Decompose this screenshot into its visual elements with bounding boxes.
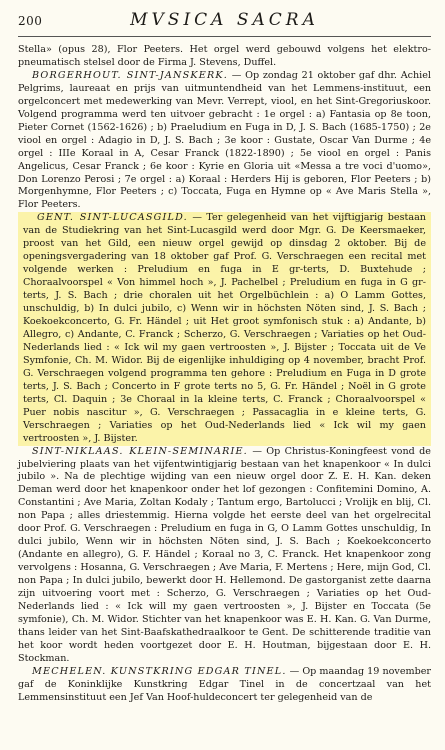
paragraph-text: — Op maandag 19 november gaf de Koninklijke Kunstkring Edgar Tinel in de concertzaal van het Lemmensinstituut een Jef Van Hoof-huldeconcert ter gelegenheid van de <box>18 665 431 703</box>
page-header <box>18 10 431 38</box>
paragraph-borgerhout <box>18 70 431 212</box>
paragraph-sint-niklaas <box>18 446 431 666</box>
page-number: 200 <box>18 14 43 28</box>
section-heading: SINT-NIKLAAS. KLEIN-SEMINARIE. <box>32 445 248 457</box>
section-heading: MECHELEN. KUNSTKRING EDGAR TINEL. <box>32 665 287 677</box>
paragraph-mechelen <box>18 666 431 705</box>
section-heading: GENT. SINT-LUCASGILD. <box>37 212 188 224</box>
paragraph-text: — Op zondag 21 oktober gaf dhr. Achiel Pelgrims, laureaat en prijs van uitmuntendheid van het Lemmens-instituut, een orgelconcert met medewerking van Mevr. Verrept, viool, en het Sint-Gregoriuskoor. Volgend programma werd ten uitvoer gebracht : 1e orgel : a) Fantasia op 8e toon, Pieter Cornet (1562-1626) ; b) Praeludium en Fuga in D, J. S. Bach (1685-1750) ; 2e viool en orgel : Adagio in D, J. S. Bach ; 3e koor : Gustate, Oscar Van Durme ; 4e orgel : IIIe Koraal in A, Cesar Franck (1822-1890) ; 5e viool en orgel : Panis Angelicus, Cesar Franck ; 6e koor : Kyrie en Gloria uit «Messa a tre voci d'uomo», Don Lorenzo Perosi ; 7e orgel : a) Koraal : Herders Hij is geboren, Flor Peeters ; b) Morgenhymne, Flor Peeters ; c) Toccata, Fuga en Hymne op « Ave Maris Stella », Flor Peeters. <box>18 69 431 211</box>
header-rule <box>18 36 431 37</box>
paragraph-text: — Ter gelegenheid van het vijftigjarig bestaan van de Studiekring van het Sint-Lucasgild werd door Mgr. G. De Keersmaeker, proost van het Gild, een nieuw orgel gewijd op dinsdag 2 oktober. Bij de openingsvergadering van 18 oktober gaf Prof. G. Verschraegen een recital met volgende werken : Preludium en fuga in E gr-terts, D. Buxtehude ; Choraalvoorspel « Von himmel hoch », J. Pachelbel ; Preludium en fuga in G gr-terts, J. S. Bach ; drie choralen uit het Orgelbüchlein : a) O Lamm Gottes, unschuldig, b) In dulci jubilo, c) Wenn wir in höchsten Nöten sind, J. S. Bach ; Koekoekconcerto, G. Fr. Händel ; uit Het groot symfonisch stuk : a) Andante, b) Allegro, c) Andante, C. Franck ; Scherzo, G. Verschraegen ; Variaties op het Oud-Nederlands lied : « Ick wil my gaen vertroosten », J. Bijster ; Toccata uit de Ve Symfonie, Ch. M. Widor. Bij de eigenlijke inhuldiging op 4 november, bracht Prof. G. Verschraegen volgend programma ten gehore : Preludium en Fuga in D grote terts, J. S. Bach ; Concerto in F grote terts no 5, G. Fr. Händel ; Noël in G grote terts, Cl. Daquin ; 3e Choraal in la kleine terts, C. Franck ; Choraalvoorspel « Puer nobis nascitur », G. Verschraegen ; Passacaglia in e kleine terts, G. Verschraegen ; Variaties op het Oud-Nederlands lied « Ick wil my gaen vertroosten », J. Bijster. <box>23 212 426 444</box>
paragraph-gent <box>18 212 431 445</box>
paragraph-continuation <box>18 44 431 70</box>
paragraph-text: — Op Christus-Koningfeest vond de jubelviering plaats van het vijfentwintigjarig bestaan van het knapenkoor « In dulci jubilo ». Na de plechtige wijding van een nieuw orgel door Z. E. H. Kan. deken Deman werd door het knapenkoor onder het lof gezongen : Confitemini Domino, A. Constantini ; Ave Maria, Zoltan Kodaly ; Tantum ergo, Bartolucci ; Vrolijk en blij, Cl. non Papa ; alles driestemmig. Hierna volgde het eerste deel van het orgelrecital door Prof. G. Verschraegen : Preludium en fuga in G, O Lamm Gottes unschuldig, In dulci jubilo, Wenn wir in höchsten Nöten sind, J. S. Bach ; Koekoekconcerto (Andante en allegro), G. F. Händel ; Koraal no 3, C. Franck. Het knapenkoor zong vervolgens : Hosanna, G. Verschraegen ; Ave Maria, F. Mertens ; Here, mijn God, Cl. non Papa ; In dulci jubilo, bewerkt door H. Hellemond. De gastorganist zette daarna zijn uitvoering voort met : Scherzo, G. Verschraegen ; Variaties op het Oud-Nederlands lied : « Ick will my gaen vertroosten », J. Bijster en Toccata (5e symfonie), Ch. M. Widor. Stichter van het knapenkoor was E. H. Kan. G. Van Durme, thans leider van het Sint-Baafskathedraalkoor te Gent. De schitterende traditie van het koor wordt heden voortgezet door E. H. Houtman, bijgestaan door E. H. Stockman. <box>18 445 431 664</box>
section-heading: BORGERHOUT. SINT-JANSKERK. <box>32 69 229 81</box>
paragraph-text: Stella» (opus 28), Flor Peeters. Het orgel werd gebouwd volgens het elektro-pneumatisch stelsel door de Firma J. Stevens, Duffel. <box>18 44 431 68</box>
article-body <box>18 44 431 705</box>
running-title: MVSICA SACRA <box>130 10 319 30</box>
